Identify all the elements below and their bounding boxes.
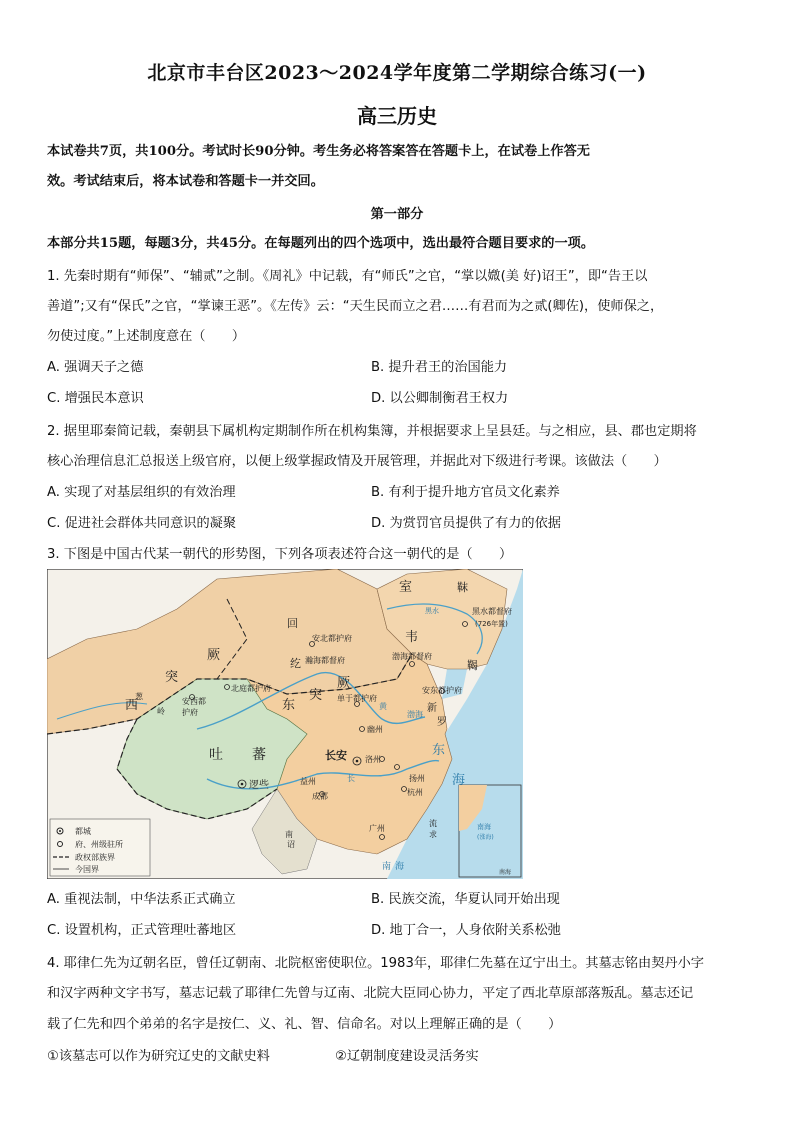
q3-option-a[interactable]: A. 重视法制，中华法系正式确立	[47, 892, 236, 907]
q2-option-c[interactable]: C. 促进社会群体共同意识的凝聚	[47, 516, 237, 531]
section-description: 本部分共15题，每题3分，共45分。在每题列出的四个选项中，选出最符合题目要求的一项。	[47, 236, 595, 251]
legend-capital: 都城	[75, 827, 91, 836]
legend-boundary: 政权部族界	[75, 853, 115, 862]
svg-text:南海: 南海	[499, 869, 512, 876]
svg-text:安北都护府: 安北都护府	[312, 634, 352, 643]
svg-text:成都: 成都	[312, 792, 328, 801]
q2-option-a[interactable]: A. 实现了对基层组织的有效治理	[47, 485, 236, 500]
q3-option-c[interactable]: C. 设置机构，正式管理吐蕃地区	[47, 923, 237, 938]
svg-text:广州: 广州	[369, 824, 385, 833]
svg-text:室: 室	[399, 580, 413, 595]
svg-text:瀚海都督府: 瀚海都督府	[305, 656, 345, 665]
q2-line-1: 2. 据里耶秦简记载，秦朝县下属机构定期制作所在机构集簿，并根据要求上呈县廷。与之相应，县、郡也定期将	[47, 424, 697, 439]
svg-text:渤海都督府: 渤海都督府	[392, 652, 432, 661]
svg-text:益州: 益州	[300, 777, 316, 786]
svg-text:岭: 岭	[157, 707, 165, 716]
svg-text:黑水都督府: 黑水都督府	[472, 607, 512, 616]
q2-option-d[interactable]: D. 为赏罚官员提供了有力的依据	[371, 516, 561, 531]
svg-text:南: 南	[382, 862, 392, 872]
section-title: 第一部分	[370, 207, 424, 222]
svg-text:南: 南	[285, 830, 293, 839]
svg-text:逻些: 逻些	[249, 780, 269, 791]
q4-line-1: 4. 耶律仁先为辽朝名臣，曾任辽朝南、北院枢密使职位。1983年，耶律仁先墓在辽宁出土。其墓志铭由契丹小字	[47, 956, 704, 971]
q3-line-1: 3. 下图是中国古代某一朝代的形势图，下列各项表述符合这一朝代的是（ ）	[47, 547, 513, 562]
svg-text:黄: 黄	[379, 702, 387, 711]
svg-text:黑水: 黑水	[425, 607, 439, 615]
svg-text:(726年置): (726年置)	[475, 620, 508, 628]
svg-text:突: 突	[165, 670, 179, 685]
q3-option-b[interactable]: B. 民族交流，华夏认同开始出现	[371, 892, 560, 907]
svg-text:安西都: 安西都	[182, 697, 206, 706]
svg-text:回: 回	[287, 617, 298, 630]
tang-dynasty-map	[47, 569, 523, 879]
svg-text:鞨: 鞨	[467, 659, 478, 672]
svg-text:西: 西	[125, 698, 139, 713]
svg-text:纥: 纥	[290, 657, 301, 670]
q1-option-d[interactable]: D. 以公卿制衡君王权力	[371, 391, 509, 406]
svg-text:突: 突	[309, 688, 323, 703]
svg-text:求: 求	[429, 830, 437, 839]
q3-option-d[interactable]: D. 地丁合一，人身依附关系松弛	[371, 923, 561, 938]
q4-item-2: ②辽朝制度建设灵活务实	[335, 1049, 479, 1064]
svg-text:安东都护府: 安东都护府	[422, 686, 462, 695]
svg-text:东: 东	[432, 743, 446, 758]
svg-text:洛州: 洛州	[365, 755, 381, 764]
q1-option-a[interactable]: A. 强调天子之德	[47, 360, 144, 375]
instructions-line-2: 效。考试结束后，将本试卷和答题卡一并交回。	[47, 174, 324, 189]
instructions-line-1: 本试卷共7页，共100分。考试时长90分钟。考生务必将答案答在答题卡上，在试卷上作答无	[47, 144, 590, 159]
svg-text:厥: 厥	[337, 676, 351, 691]
map-svg	[47, 569, 523, 879]
svg-text:海: 海	[395, 862, 405, 872]
svg-text:北庭都护府: 北庭都护府	[231, 684, 271, 693]
svg-text:韦: 韦	[405, 630, 419, 645]
q2-line-2: 核心治理信息汇总报送上级官府，以便上级掌握政情及开展管理，并据此对下级进行考课。该做法（ ）	[47, 454, 667, 469]
q4-line-3: 载了仁先和四个弟弟的名字是按仁、义、礼、智、信命名。对以上理解正确的是（ ）	[47, 1017, 562, 1032]
legend-prefecture: 府、州级驻所	[75, 840, 123, 849]
svg-text:护府: 护府	[182, 708, 198, 717]
svg-text:扬州: 扬州	[409, 774, 425, 783]
svg-text:南海: 南海	[477, 823, 491, 831]
svg-text:海: 海	[452, 773, 466, 788]
svg-text:东: 东	[282, 698, 296, 713]
svg-text:新: 新	[427, 703, 437, 714]
svg-text:蕃: 蕃	[252, 747, 266, 763]
exam-title: 北京市丰台区2023～2024学年度第二学期综合练习(一)	[147, 62, 647, 84]
svg-text:长安: 长安	[325, 749, 347, 762]
q4-line-2: 和汉字两种文字书写，墓志记载了耶律仁先曾与辽南、北院大臣同心协力，平定了西北草原部落叛乱。墓志还记	[47, 986, 694, 1001]
exam-subtitle: 高三历史	[357, 104, 437, 128]
svg-text:靺: 靺	[457, 581, 468, 594]
q1-line-3: 勿使过度。”上述制度意在（ ）	[47, 329, 246, 344]
svg-text:葱: 葱	[135, 692, 143, 701]
legend-modern: 今国界	[75, 865, 99, 874]
svg-text:吐: 吐	[209, 747, 223, 763]
q1-line-1: 1. 先秦时期有“师保”、“辅贰”之制。《周礼》中记载，有“师氏”之官，“掌以媺(美 好)诏王”，即“告王以	[47, 269, 648, 284]
q4-item-1: ①该墓志可以作为研究辽史的文献史料	[47, 1049, 270, 1064]
svg-text:渤海: 渤海	[407, 710, 423, 719]
svg-text:流: 流	[429, 819, 437, 828]
svg-text:(涨海): (涨海)	[477, 834, 494, 841]
svg-text:罗: 罗	[437, 717, 447, 728]
q1-option-b[interactable]: B. 提升君王的治国能力	[371, 360, 508, 375]
svg-text:厥: 厥	[207, 648, 221, 663]
q2-option-b[interactable]: B. 有利于提升地方官员文化素养	[371, 485, 560, 500]
svg-text:幽州: 幽州	[367, 725, 383, 734]
svg-text:杭州: 杭州	[407, 788, 423, 797]
q1-line-2: 善道”;又有“保氏”之官，“掌谏王恶”。《左传》云：“天生民而立之君……有君而为之贰(卿佐)，使师保之，	[47, 299, 664, 314]
svg-text:诏: 诏	[287, 840, 295, 849]
svg-text:单于都护府: 单于都护府	[337, 694, 377, 703]
svg-text:长: 长	[347, 774, 355, 783]
q1-option-c[interactable]: C. 增强民本意识	[47, 391, 144, 406]
